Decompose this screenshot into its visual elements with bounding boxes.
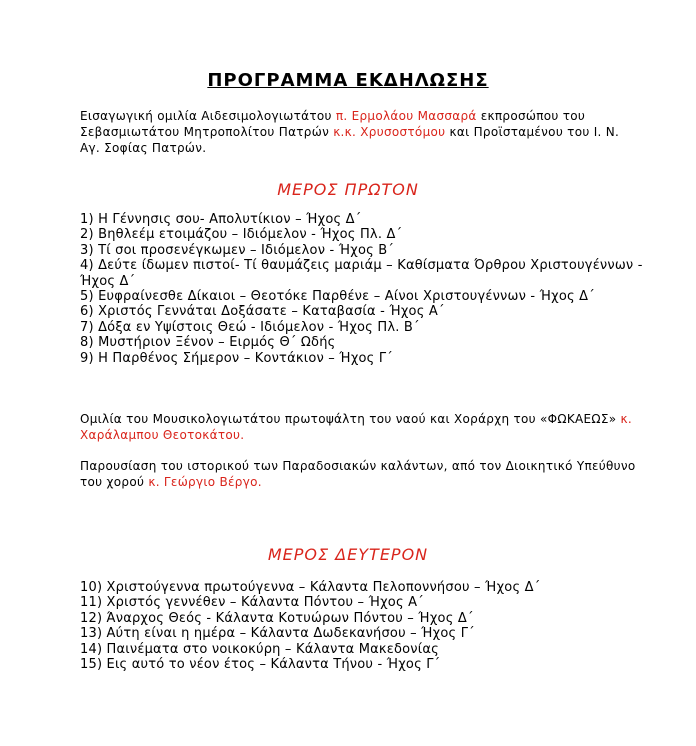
intro-text-1: Εισαγωγική ομιλία Αιδεσιμολογιωτάτου bbox=[80, 109, 336, 123]
homily-text: Ομιλία του Μουσικολογιωτάτου πρωτοψάλτη του ναού και Χοράρχη του «ΦΩΚΑΕΩΣ» bbox=[80, 412, 621, 426]
speaker-name: π. Ερμολάου Μασσαρά bbox=[335, 109, 477, 123]
program-item: 3) Τί σοι προσενέγκωμεν – Ιδιόμελον - Ήχος Β΄ bbox=[80, 242, 395, 258]
program-item: 14) Παινέματα στο νοικοκύρη – Κάλαντα Μακεδονίας bbox=[80, 641, 439, 657]
program-item: 2) Βηθλεέμ ετοιμάζου – Ιδιόμελον - Ήχος Πλ. Δ΄ bbox=[80, 227, 403, 243]
presentation-paragraph bbox=[80, 458, 640, 490]
program-item: 4) Δεύτε ίδωμεν πιστοί- Τί θαυμάζεις μαριάμ – Καθίσματα Όρθρου Χριστουγέννων - Ήχος Δ΄ bbox=[80, 258, 643, 289]
intro-text-3: και Προϊσταμένου του Ι. Ν. Αγ. Σοφίας Πατρών. bbox=[80, 125, 620, 155]
program-item: 5) Ευφραίνεσθε Δίκαιοι – Θεοτόκε Παρθένε – Αίνοι Χριστουγέννων - Ήχος Δ΄ bbox=[80, 289, 595, 305]
metropolitan-name: κ.κ. Χρυσοστόμου bbox=[333, 125, 446, 139]
homily-paragraph bbox=[80, 411, 640, 443]
part-one-list bbox=[80, 212, 650, 366]
program-item: 8) Μυστήριον Ξένον – Ειρμός Θ΄ Ωδής bbox=[80, 335, 336, 351]
program-item: 12) Άναρχος Θεός - Κάλαντα Κοτυώρων Πόντου – Ήχος Δ΄ bbox=[80, 610, 474, 626]
program-item: 9) Η Παρθένος Σήμερον – Κοντάκιον – Ήχος Γ΄ bbox=[80, 350, 393, 366]
intro-text-2: εκπροσώπου του Σεβασμιωτάτου Μητροπολίτου Πατρών bbox=[80, 109, 586, 139]
part-one-heading: ΜΕΡΟΣ ΠΡΩΤΟΝ bbox=[277, 180, 419, 199]
program-item: 1) Η Γέννησις σου- Απολυτίκιον – Ήχος Δ΄ bbox=[80, 212, 362, 227]
page-title: ΠΡΟΓΡΑΜΜΑ ΕΚΔΗΛΩΣΗΣ bbox=[207, 70, 489, 91]
part-two-heading: ΜΕΡΟΣ ΔΕΥΤΕΡΟΝ bbox=[267, 545, 429, 564]
presentation-text: Παρουσίαση του ιστορικού των Παραδοσιακών καλάντων, από τον Διοικητικό Υπεύθυνο του χορού bbox=[80, 459, 636, 489]
program-item: 15) Εις αυτό το νέον έτος – Κάλαντα Τήνου - Ήχος Γ΄ bbox=[80, 657, 441, 673]
choir-leader-name: κ. Χαράλαμπου Θεοτοκάτου. bbox=[80, 412, 633, 442]
program-item: 6) Χριστός Γεννάται Δοξάσατε – Καταβασία - Ήχος Α΄ bbox=[80, 304, 445, 320]
program-item: 10) Χριστούγεννα πρωτούγεννα – Κάλαντα Πελοποννήσου – Ήχος Δ΄ bbox=[80, 580, 541, 595]
program-item: 11) Χριστός γεννέθεν – Κάλαντα Πόντου – Ήχος Α΄ bbox=[80, 595, 424, 611]
program-item: 13) Αύτη είναι η ημέρα – Κάλαντα Δωδεκανήσου – Ήχος Γ΄ bbox=[80, 626, 475, 642]
administrator-name: κ. Γεώργιο Βέργο. bbox=[148, 475, 262, 489]
intro-paragraph bbox=[80, 108, 640, 156]
part-two-list bbox=[80, 580, 650, 672]
program-item: 7) Δόξα εν Υψίστοις Θεώ - Ιδιόμελον - Ήχος Πλ. Β΄ bbox=[80, 319, 420, 335]
